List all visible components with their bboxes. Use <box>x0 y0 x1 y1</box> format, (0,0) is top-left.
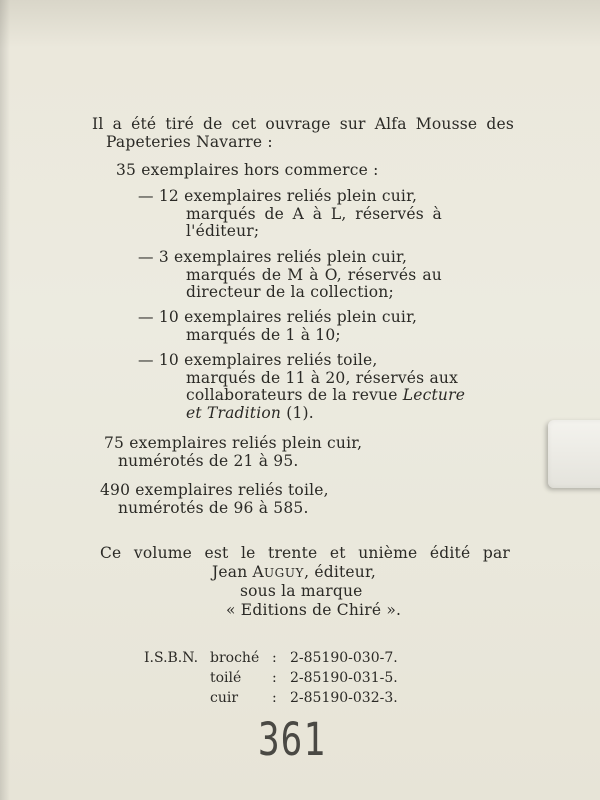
item-4-line-4 <box>186 405 314 422</box>
isbn-colon: : <box>272 670 277 686</box>
review-title-part-2: et Tradition <box>186 404 282 422</box>
isbn-code: 2-85190-032-3. <box>290 690 398 706</box>
numbered-cuir-line-1: 75 exemplaires reliés plein cuir, <box>104 434 363 452</box>
item-3-line-1: — 10 exemplaires reliés plein cuir, <box>138 308 418 326</box>
item-4-note-ref: (1). <box>281 404 314 422</box>
item-3-line-2: marqués de 1 à 10; <box>186 326 341 344</box>
intro-line-2: Papeteries Navarre : <box>106 133 273 151</box>
isbn-type: broché <box>210 650 260 666</box>
publisher-name-smallcaps: UGUY <box>263 566 305 580</box>
isbn-type: cuir <box>210 690 239 706</box>
item-4-line-1: — 10 exemplaires reliés toile, <box>138 351 378 369</box>
publisher-name-start: Jean A <box>212 563 264 581</box>
colophon-line-3: sous la marque <box>240 582 363 600</box>
colophon-line-2 <box>212 564 376 582</box>
colophon-line-4: « Editions de Chiré ». <box>226 601 402 619</box>
item-4-line-2: marqués de 11 à 20, réservés aux <box>186 369 459 387</box>
colophon-line-1: Ce volume est le trente et unième édité par <box>100 544 510 562</box>
item-2-line-3: directeur de la collection; <box>186 283 394 301</box>
page-shadow <box>0 0 10 800</box>
item-2-line-2: marqués de M à O, réservés au <box>186 266 442 284</box>
numbered-toile-line-1: 490 exemplaires reliés toile, <box>100 481 329 499</box>
paper-tab <box>548 420 600 488</box>
intro-line-1: Il a été tiré de cet ouvrage sur Alfa Mousse des <box>92 115 514 133</box>
item-1-line-1: — 12 exemplaires reliés plein cuir, <box>138 187 418 205</box>
review-title-part-1: Lecture <box>402 386 466 404</box>
item-1-line-2: marqués de A à L, réservés à <box>186 205 442 223</box>
isbn-colon: : <box>272 690 277 706</box>
isbn-colon: : <box>272 650 277 666</box>
isbn-code: 2-85190-031-5. <box>290 670 398 686</box>
item-1-line-3: l'éditeur; <box>186 222 260 240</box>
numbered-cuir-line-2: numérotés de 21 à 95. <box>118 452 299 470</box>
item-2-line-1: — 3 exemplaires reliés plein cuir, <box>138 248 408 266</box>
item-4-line-3-text: collaborateurs de la revue <box>186 386 398 404</box>
isbn-code: 2-85190-030-7. <box>290 650 398 666</box>
copy-number-stamp: 361 <box>258 715 327 767</box>
item-4-line-3 <box>186 386 466 404</box>
publisher-role: , éditeur, <box>304 563 377 581</box>
isbn-label: I.S.B.N. <box>144 650 199 666</box>
numbered-toile-line-2: numérotés de 96 à 585. <box>118 499 309 517</box>
hors-commerce-heading: 35 exemplaires hors commerce : <box>116 161 379 179</box>
isbn-type: toilé <box>210 670 242 686</box>
